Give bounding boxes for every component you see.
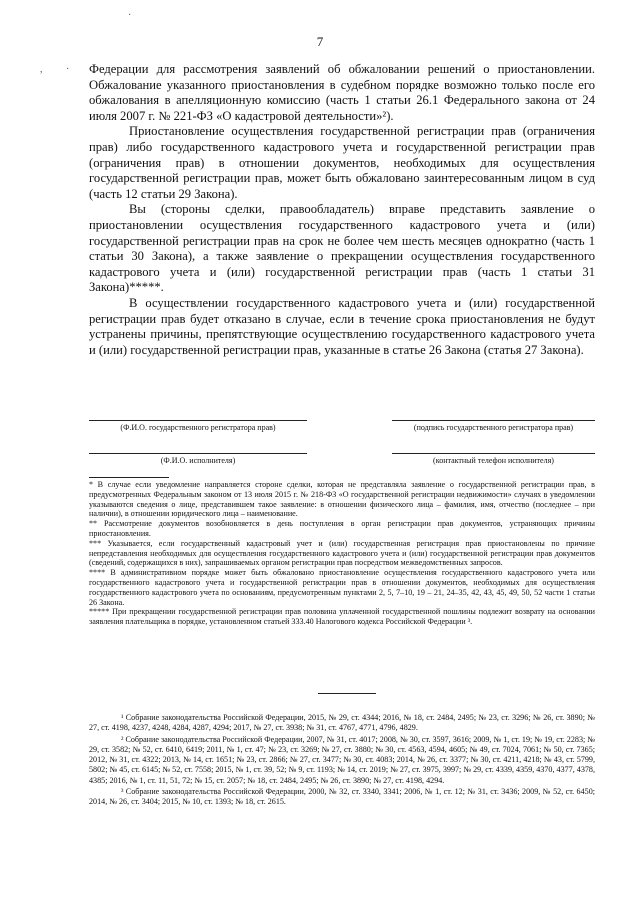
source-note: ¹ Собрание законодательства Российской Федерации, 2015, № 29, ст. 4344; 2016, № 18, ст. 2484, 2495; № 23, ст. 3296; № 26, ст. 3890; № 27, ст. 4198, 4237, 4248, 4284, 4287, 4294; 2017, № 27, ст. 3938; № 31, ст. 4767, 4771, 4796, 4829.	[89, 713, 595, 733]
footnote: *** Указывается, если государственный кадастровый учет и (или) государственная регистрация прав приостановлены по причине непредставления необходимых для осуществления государственного кадастрового учета и (или) государственной регистрации прав документов (сведений, содержащихся в них), запрашиваемых органом регистрации прав посредством межведомственных запросов.	[89, 538, 595, 568]
source-note: ³ Собрание законодательства Российской Федерации, 2000, № 32, ст. 3340, 3341; 2006, № 1, ст. 12; № 31, ст. 3436; 2009, № 52, ст. 6450; 2014, № 26, ст. 3404; 2015, № 10, ст. 1393; № 18, ст. 2615.	[89, 787, 595, 807]
footnotes	[89, 480, 595, 627]
signature-registrar-signature: (подпись государственного регистратора прав)	[392, 420, 595, 432]
footnote: ***** При прекращении государственной регистрации прав половина уплаченной государственной пошлины подлежит возврату на основании заявления плательщика в порядке, установленном статьей 333.40 Налогового кодекса Российской Федерации ³.	[89, 607, 595, 627]
paragraph: Приостановление осуществления государственной регистрации прав (ограничения прав) либо государственного кадастрового учета и государственной регистрации прав (ограничения прав) в отношении документов, необходимых для осуществления государственной регистрации прав, может быть обжаловано заинтересованным лицом в суд (часть 12 статьи 29 Закона).	[89, 124, 595, 201]
paragraph: Федерации для рассмотрения заявлений об обжаловании решений о приостановлении. Обжалование указанного приостановления в судебном порядке возможно только после его обжалования в апелляционную комиссию (часть 1 статьи 26.1 Федерального закона от 24 июля 2007 г. № 221-ФЗ «О кадастровой деятельности»²).	[89, 62, 595, 123]
signature-registrar-name: (Ф.И.О. государственного регистратора прав)	[89, 420, 307, 432]
page-number: 7	[316, 34, 324, 49]
signature-executor-name: (Ф.И.О. исполнителя)	[89, 453, 307, 465]
footnote: * В случае если уведомление направляется стороне сделки, которая не представляла заявление о государственной регистрации прав, в предусмотренных Федеральным законом от 13 июля 2015 г. № 218-ФЗ «О государственной регистрации недвижимости» случаях в уведомлении указываются сведения о лице, представившем такое заявление: в отношении физического лица – фамилия, имя, отчество (последнее – при наличии), в отношении юридического лица – наименование.	[89, 480, 595, 519]
paragraph: Вы (стороны сделки, правообладатель) вправе представить заявление о приостановлении осуществления государственного кадастрового учета и (или) государственной регистрации прав на срок не более чем шесть месяцев однократно (часть 1 статьи 30 Закона), а также заявление о прекращении осуществления государственного кадастрового учета и (или) государственной регистрации прав (часть 1 статьи 31 Закона)*****.	[89, 202, 595, 295]
paragraph: В осуществлении государственного кадастрового учета и (или) государственной регистрации прав будет отказано в случае, если в течение срока приостановления не будут устранены причины, препятствующие осуществлению государственного кадастрового учета и (или) государственной регистрации прав, указанные в статье 26 Закона (статья 27 Закона).	[89, 295, 595, 357]
source-note: ² Собрание законодательства Российской Федерации, 2007, № 31, ст. 4017; 2008, № 30, ст. 3597, 3616; 2009, № 1, ст. 19; № 19, ст. 2283; № 29, ст. 3582; № 52, ст. 6410, 6419; 2011, № 1, ст. 47; № 23, ст. 3269; № 27, ст. 3880; № 30, ст. 4563, 4594, 4605; № 49, ст. 7024, 7061; № 50, ст. 7365; 2012, № 31, ст. 4322; 2013, № 14, ст. 1651; № 23, ст. 2866; № 27, ст. 3477; № 30, ст. 4083; 2014, № 26, ст. 3377; № 30, ст. 4211, 4218; № 43, ст. 5799, 5802; № 45, ст. 6145; № 52, ст. 7558; 2015, № 1, ст. 39, 52; № 9, ст. 1193; № 14, ст. 2019; № 27, ст. 3975, 3997; № 29, ст. 4339, 4359, 4370, 4377, 4378, 4385; 2016, № 1, ст. 11, 51, 72; № 15, ст. 2057; № 18, ст. 2484, 2495; № 26, ст. 3890; № 27, ст. 4198, 4294.	[89, 734, 595, 785]
sources-separator	[318, 693, 376, 694]
footnote-separator	[89, 477, 169, 478]
scan-mark: ,	[40, 64, 43, 75]
body-text	[89, 62, 595, 358]
signature-executor-phone: (контактный телефон исполнителя)	[392, 453, 595, 465]
footnote: **** В административном порядке может быть обжаловано приостановление осуществления государственного кадастрового учета или государственного кадастрового учета и государственной регистрации прав в отношении документов, необходимых для осуществления государственного кадастрового учета по основаниям, предусмотренным пунктами 2, 5, 7–10, 19 – 21, 24–35, 42, 43, 45, 49, 50, 52 части 1 статьи 26 Закона.	[89, 568, 595, 607]
scan-mark: ·	[66, 64, 70, 75]
scan-mark: ·	[128, 10, 132, 21]
sources	[89, 713, 595, 809]
footnote: ** Рассмотрение документов возобновляется в день поступления в орган регистрации прав документов, устраняющих причины приостановления.	[89, 519, 595, 538]
